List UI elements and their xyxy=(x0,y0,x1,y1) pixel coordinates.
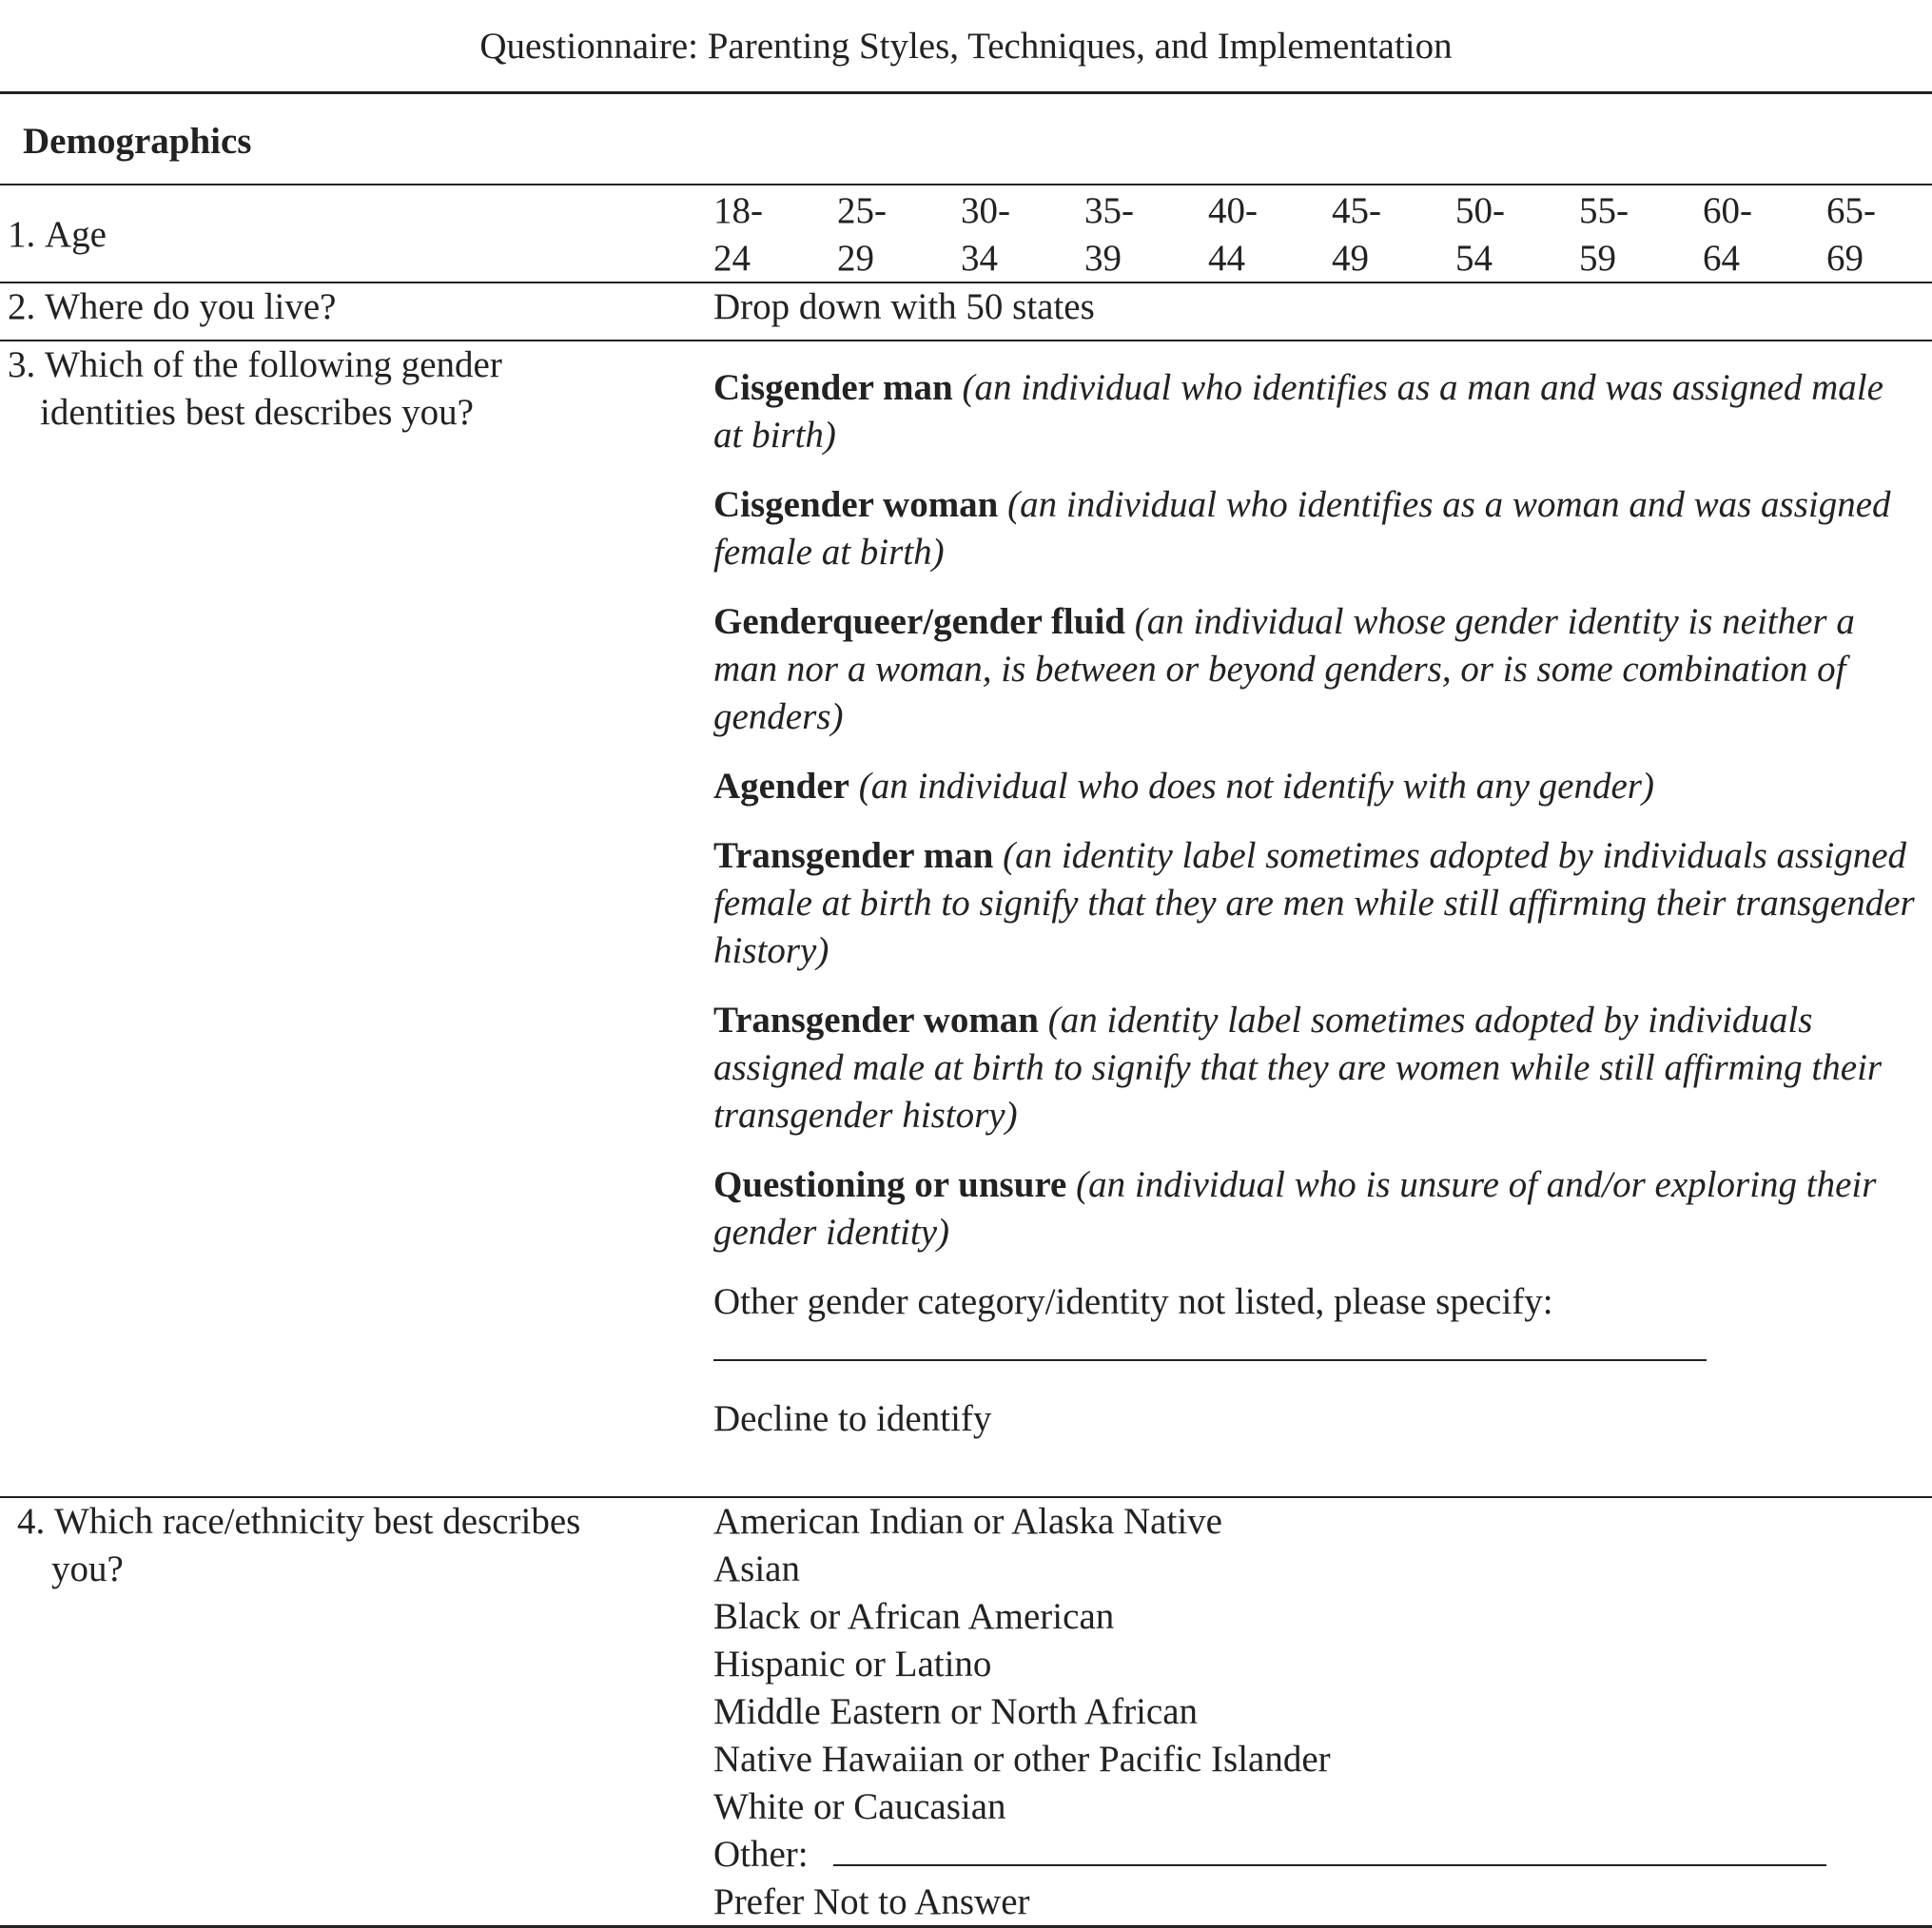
option-definition: (an individual who is unsure of and/or exploring their gender identity) xyxy=(713,1164,1877,1253)
gender-options xyxy=(713,364,1922,1443)
option-term: Transgender woman xyxy=(713,1000,1039,1041)
option-term: Questioning or unsure xyxy=(713,1164,1067,1205)
page-title: Questionnaire: Parenting Styles, Techniques, and Implementation xyxy=(479,26,1453,67)
age-option[interactable]: 65- 69 xyxy=(1826,190,1876,279)
question-race-label-line2: you? xyxy=(51,1548,124,1589)
age-option[interactable]: 35- 39 xyxy=(1084,190,1134,279)
race-option[interactable]: Middle Eastern or North African xyxy=(713,1691,1199,1732)
option-definition: (an individual who does not identify with any gender) xyxy=(858,766,1654,807)
option-other-label: Other gender category/identity not listed, please specify: xyxy=(713,1281,1553,1322)
option-definition: (an individual whose gender identity is neither a man nor a woman, is between or beyond genders, or is some combination of genders) xyxy=(713,601,1855,737)
race-option-other[interactable] xyxy=(713,1831,1826,1879)
age-option[interactable]: 45- 49 xyxy=(1332,190,1381,279)
option-term: Cisgender woman xyxy=(713,484,999,525)
option-definition: (an individual who identifies as a woman and was assigned female at birth) xyxy=(713,484,1891,573)
race-option[interactable]: American Indian or Alaska Native xyxy=(713,1501,1222,1542)
question-gender-label-line2: identities best describes you? xyxy=(40,392,474,433)
race-option-prefer-not[interactable]: Prefer Not to Answer xyxy=(713,1881,1030,1922)
option-term: Cisgender man xyxy=(713,367,953,408)
gender-option-other[interactable] xyxy=(713,1278,1922,1326)
gender-option[interactable] xyxy=(713,997,1922,1139)
option-term: Genderqueer/gender fluid xyxy=(713,601,1125,642)
option-definition: (an identity label sometimes adopted by individuals assigned male at birth to signify that they are women while still affirming their transgender history) xyxy=(713,1000,1883,1136)
race-option[interactable]: Black or African American xyxy=(713,1596,1115,1637)
question-location-label: 2. Where do you live? xyxy=(8,286,337,327)
gender-option-decline[interactable] xyxy=(713,1395,1922,1443)
race-other-label: Other: xyxy=(713,1834,809,1875)
option-term: Transgender man xyxy=(713,835,994,876)
race-option[interactable]: Hispanic or Latino xyxy=(713,1644,992,1685)
gender-other-blank-row xyxy=(713,1326,1922,1373)
section-heading: Demographics xyxy=(23,121,252,162)
gender-option[interactable] xyxy=(713,763,1922,810)
gender-option[interactable] xyxy=(713,364,1922,459)
race-options xyxy=(713,1498,1826,1926)
age-option[interactable]: 50- 54 xyxy=(1455,190,1505,279)
question-age-label: 1. Age xyxy=(8,214,107,255)
age-option[interactable]: 30- 34 xyxy=(961,190,1010,279)
option-definition: (an identity label sometimes adopted by individuals assigned female at birth to signify that they are men while still affirming their transgender history) xyxy=(713,835,1915,971)
question-gender-label-line1: 3. Which of the following gender xyxy=(8,344,502,385)
gender-other-input[interactable] xyxy=(713,1327,1707,1361)
option-term: Agender xyxy=(713,766,849,807)
race-option[interactable]: Asian xyxy=(713,1548,800,1589)
race-option[interactable]: Native Hawaiian or other Pacific Islander xyxy=(713,1739,1331,1780)
race-option[interactable]: White or Caucasian xyxy=(713,1786,1006,1827)
gender-option[interactable] xyxy=(713,1161,1922,1256)
option-decline-label: Decline to identify xyxy=(713,1398,992,1439)
divider xyxy=(0,91,1932,94)
gender-option[interactable] xyxy=(713,832,1922,975)
question-race-label-line1: 4. Which race/ethnicity best describes xyxy=(17,1501,581,1542)
gender-option[interactable] xyxy=(713,598,1922,741)
divider xyxy=(0,184,1932,185)
gender-option[interactable] xyxy=(713,481,1922,576)
age-option[interactable]: 60- 64 xyxy=(1703,190,1752,279)
age-option[interactable]: 25- 29 xyxy=(837,190,887,279)
age-option[interactable]: 18- 24 xyxy=(713,190,763,279)
state-dropdown[interactable]: Drop down with 50 states xyxy=(713,286,1095,327)
age-option[interactable]: 40- 44 xyxy=(1208,190,1258,279)
age-option[interactable]: 55- 59 xyxy=(1579,190,1629,279)
race-other-input[interactable] xyxy=(833,1832,1826,1866)
option-definition: (an individual who identifies as a man and was assigned male at birth) xyxy=(713,367,1883,456)
